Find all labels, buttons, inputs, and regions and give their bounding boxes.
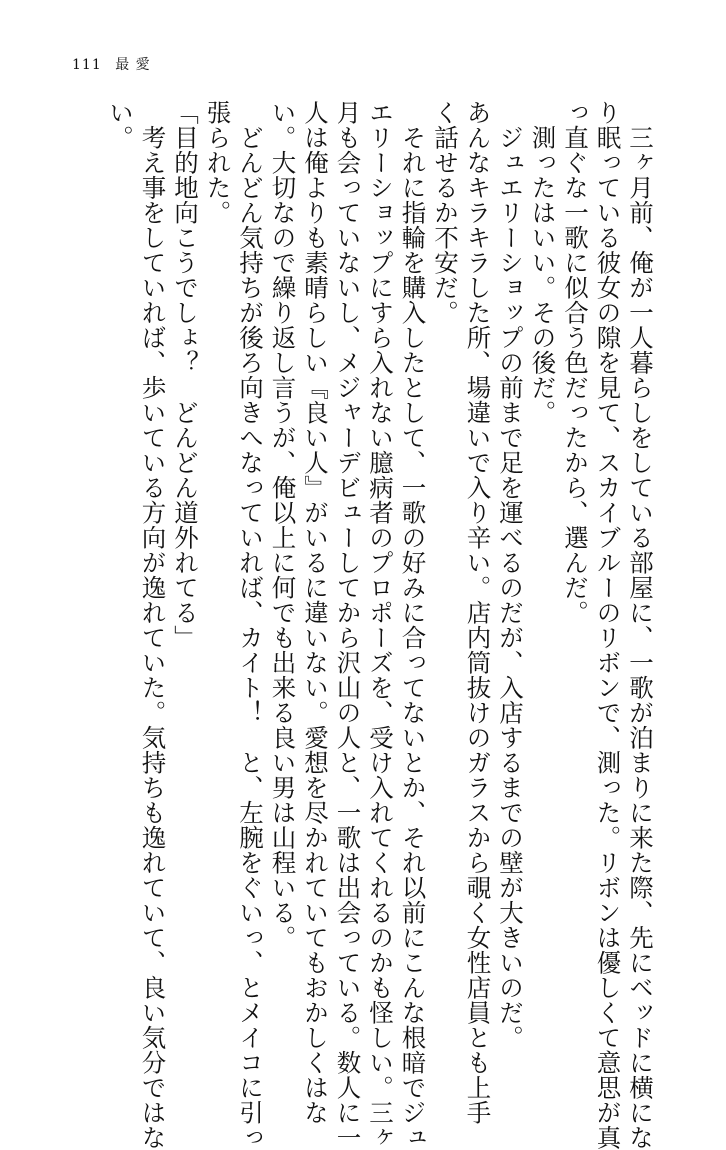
text-line: 測ったはいい。その後だ。 bbox=[528, 100, 558, 425]
text-line: い。大切なので繰り返し言うが、俺以上に何でも出来る良い男は山程いる。 bbox=[268, 100, 298, 950]
text-line: 張られた。 bbox=[203, 100, 233, 225]
chapter-title: 最 愛 bbox=[115, 57, 151, 73]
body-text bbox=[104, 100, 657, 1150]
text-line: い。 bbox=[106, 100, 135, 150]
page-number: 111 bbox=[72, 57, 102, 73]
text-line: どんどん気持ちが後ろ向きへなっていれば、カイト！ と、左腕をぐいっ、とメイコに引っ bbox=[236, 100, 265, 1150]
text-line: っ直ぐな一歌に似合う色だったから、選んだ。 bbox=[561, 100, 590, 625]
text-line: 人は俺よりも素晴らしい『良い人』がいるに違いない。愛想を尽かれていてもおかしくはな bbox=[301, 100, 330, 1125]
text-line: あんなキラキラした所、場違いで入り辛い。店内筒抜けのガラスから覗く女性店員とも上手 bbox=[463, 100, 493, 1125]
text-line: 三ヶ月前、俺が一人暮らしをしている部屋に、一歌が泊まりに来た際、先にベッドに横にな bbox=[626, 100, 655, 1150]
text-line: エリーショップにすら入れない臆病者のプロポーズを、受け入れてくれるのかも怪しい。三ヶ bbox=[366, 100, 395, 1150]
text-line: 「目的地向こうでしょ？ どんどん道外れてる」 bbox=[171, 100, 200, 650]
text-line: り眠っている彼女の隙を見て、スカイブルーのリボンで、測った。リボンは優しくて意思が真 bbox=[593, 100, 623, 1150]
text-line: く話せるか不安だ。 bbox=[431, 100, 460, 325]
text-line: ジュエリーショップの前まで足を運べるのだが、入店するまでの壁が大きいのだ。 bbox=[496, 100, 525, 1050]
text-line: それに指輪を購入したとして、一歌の好みに合ってないとか、それ以前にこんな根暗でジュ bbox=[398, 100, 428, 1150]
text-line: 月も会っていないし、メジャーデビューしてから沢山の人と、一歌は出会っている。数人に一 bbox=[333, 100, 363, 1150]
page-header bbox=[72, 54, 151, 74]
text-line: 考え事をしていれば、歩いている方向が逸れていた。気持ちも逸れていて、良い気分ではな bbox=[138, 100, 168, 1150]
